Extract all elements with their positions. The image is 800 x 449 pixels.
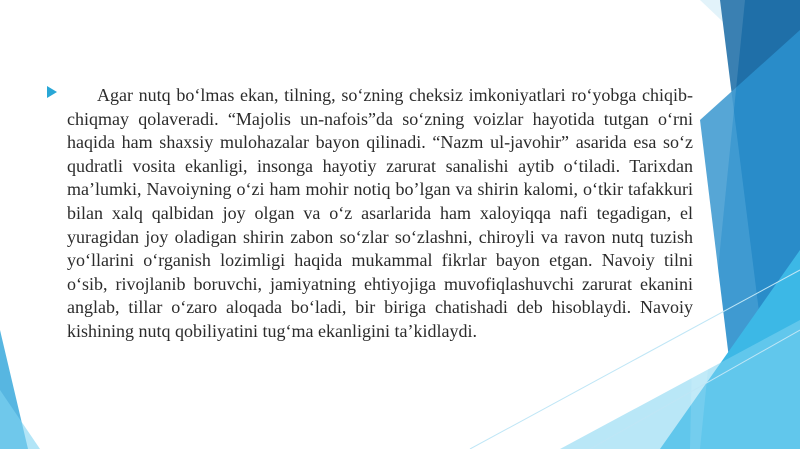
left-shard-light (0, 390, 40, 449)
body-paragraph: Agar nutq bo‘lmas ekan, tilning, so‘zning cheksiz imkoniyatlari ro‘yobga chiqib-chiqmay qolaveradi. “Majolis un-nafois”da so‘zning voizlar hayotida tutgan o‘rni haqida ham shaxsiy mulohazalar bayon qilinadi. “Nazm ul-javohir” asarida esa so‘z qudratli vosita ekanligi, insonga hayotiy zarurat sanalishi aytib o‘tiladi. Tarixdan ma’lumki, Navoiyning o‘zi ham mohir notiq bo’lgan va shirin kalomi, o‘tkir tafakkuri bilan xalq qalbidan joy olgan va o‘z asarlarida ham xaloyiqqa nafi tegadigan, el yuragidan joy oladigan shirin zabon so‘zlar so‘zlashni, chiroyli va ravon nutq tuzish yo‘llarini o‘rganish lozimligi haqida mukammal fikrlar bayon etgan. Navoiy tilni o‘sib, rivojlanib boruvchi, jamiyatning ehtiyojiga muvofiqlashuvchi zarurat ekanini anglab, tillar o‘zaro aloqada bo‘ladi, bir biriga chatishadi deb hisoblaydi. Navoiy kishining nutq qobiliyatini tug‘ma ekanligini ta’kidlaydi. (67, 85, 693, 341)
bullet-arrow-icon (47, 86, 57, 98)
